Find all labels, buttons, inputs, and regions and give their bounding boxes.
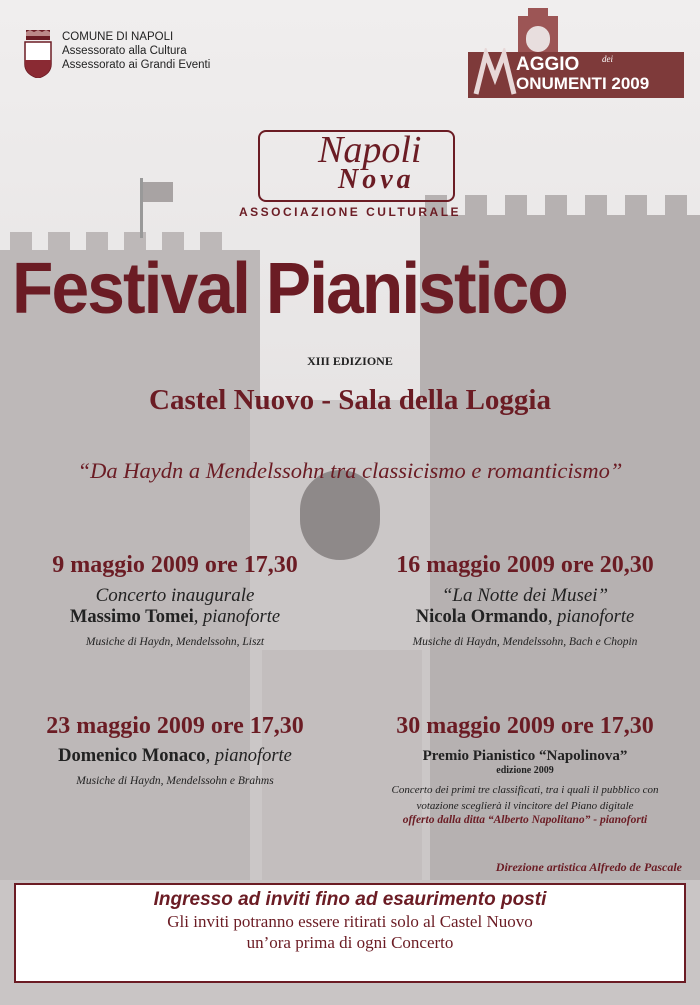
performer-instrument: , pianoforte: [205, 746, 292, 766]
concert-date: 16 maggio 2009 ore 20,30: [396, 552, 654, 578]
napoli-crest-icon: [22, 30, 54, 78]
logo-nova: Nova: [338, 164, 415, 195]
performer-name: Massimo Tomei: [69, 607, 194, 627]
concert-music: Musiche di Haydn, Mendelssohn, Liszt: [85, 636, 265, 648]
maggio-monogram-icon: [472, 48, 518, 98]
concert-block-2: [350, 552, 700, 648]
concert-note: “La Notte dei Musei”: [441, 585, 609, 606]
comune-name: COMUNE DI NAPOLI: [62, 31, 174, 43]
concert-block-1: [0, 552, 350, 648]
concert-date: 23 maggio 2009 ore 17,30: [46, 713, 304, 739]
performer-name: Domenico Monaco: [58, 746, 206, 766]
admission-box: [14, 883, 686, 983]
performer-instrument: , pianoforte: [193, 607, 281, 627]
edition-label: XIII EDIZIONE: [307, 354, 393, 368]
concert-date: 30 maggio 2009 ore 17,30: [396, 713, 654, 739]
concert-music: Musiche di Haydn, Mendelssohn e Brahms: [76, 775, 274, 787]
concert-sponsor: offerto dalla ditta “Alberto Napolitano” - pianoforti: [402, 814, 648, 826]
concert-prize-edition: edizione 2009: [496, 765, 554, 776]
concert-note: Concerto inaugurale: [95, 585, 255, 606]
concert-performer: [0, 746, 350, 767]
logo-napoli: Napoli: [318, 129, 422, 171]
comune-assessorato-eventi: Assessorato ai Grandi Eventi: [62, 59, 211, 71]
artistic-direction: Direzione artistica Alfredo de Pascale: [495, 860, 682, 874]
concert-description: [350, 782, 700, 814]
admission-line: Gli inviti potranno essere ritirati solo al Castel Nuovo: [167, 912, 533, 931]
concert-block-3: [0, 713, 350, 787]
logo-associazione: ASSOCIAZIONE CULTURALE: [238, 205, 462, 219]
festival-title: Festival Pianistico: [12, 249, 567, 329]
monumenti-word: ONUMENTI 2009: [516, 74, 650, 93]
concert-performer: [350, 607, 700, 628]
festival-subtitle: “Da Haydn a Mendelssohn tra classicismo e romanticismo”: [77, 458, 623, 483]
concert-date: 9 maggio 2009 ore 17,30: [52, 552, 298, 578]
maggio-dei: dei: [602, 54, 613, 64]
concert-description-line: votazione sceglierà il vincitore del Piano digitale: [416, 800, 634, 812]
performer-name: Nicola Ormando: [415, 607, 548, 627]
admission-title: Ingresso ad inviti fino ad esaurimento posti: [153, 889, 547, 910]
concert-music: Musiche di Haydn, Mendelssohn, Bach e Chopin: [412, 636, 638, 648]
concert-description-line: Concerto dei primi tre classificati, tra i quali il pubblico con: [391, 784, 659, 796]
concert-block-4: [350, 713, 700, 826]
performer-instrument: , pianoforte: [547, 607, 635, 627]
venue-title: Castel Nuovo - Sala della Loggia: [149, 384, 551, 416]
comune-di-napoli-header: [22, 30, 210, 78]
admission-line: un’ora prima di ogni Concerto: [246, 933, 454, 952]
comune-assessorato-cultura: Assessorato alla Cultura: [62, 45, 187, 57]
maggio-word: AGGIO: [516, 54, 580, 75]
maggio-dei-monumenti-logo: [468, 8, 684, 96]
concert-prize: Premio Pianistico “Napolinova”: [422, 748, 628, 764]
concert-performer: [0, 607, 350, 628]
